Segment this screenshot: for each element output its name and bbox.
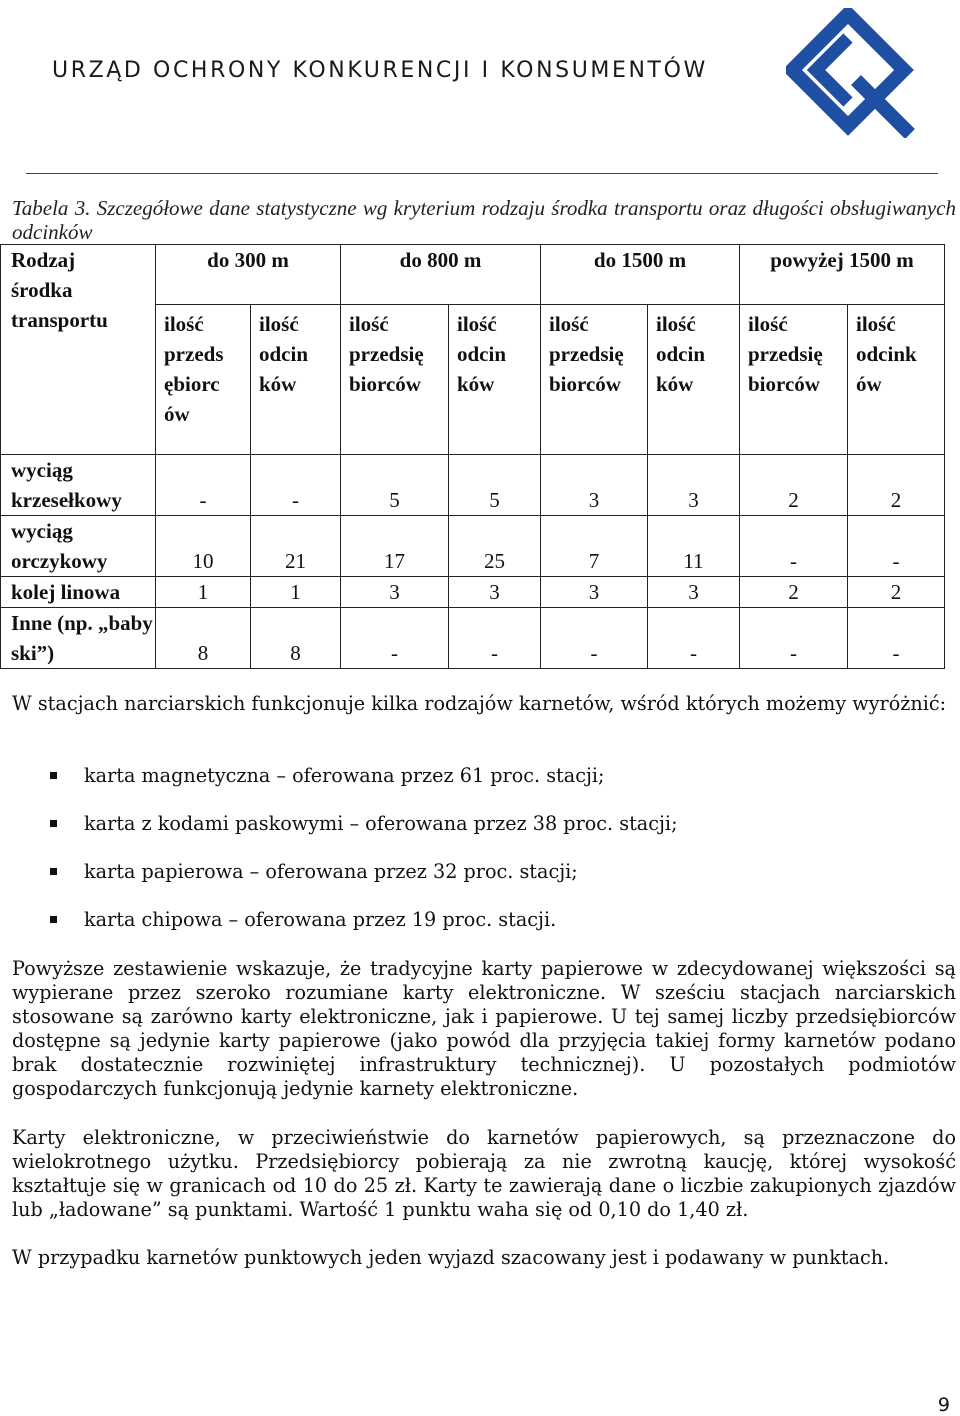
table-cell: - [251,455,341,516]
table-cell: - [740,608,848,669]
list-item-text: karta z kodami paskowymi – oferowana przez 38 proc. stacji; [84,812,678,835]
corner-label-line: środka [11,278,73,302]
table-cell: 2 [740,455,848,516]
paragraph-point-tickets: W przypadku karnetów punktowych jeden wyjazd szacowany jest i podawany w punktach. [12,1246,890,1269]
table-cell: - [648,608,740,669]
uokik-logo [786,8,916,138]
table-cell: - [541,608,648,669]
table-cell: - [341,608,449,669]
table-caption: Tabela 3. Szczegółowe dane statystyczne wg kryterium rodzaju środka transportu oraz długości obsługiwanych odcinków [12,196,956,244]
table-cell: - [848,516,945,577]
corner-label-line: transportu [11,308,108,332]
table-cell: - [848,608,945,669]
table-cell: 5 [449,455,541,516]
list-item-text: karta chipowa – oferowana przez 19 proc. stacji. [84,908,557,931]
table-cell: 5 [341,455,449,516]
bullet-square-icon [50,772,57,779]
group-header: do 800 m [341,245,541,305]
list-item [12,860,942,908]
table-cell: 11 [648,516,740,577]
list-item [12,908,942,956]
table-cell: 2 [848,577,945,608]
list-item-text: karta papierowa – oferowana przez 32 proc. stacji; [84,860,578,883]
table-cell: - [156,455,251,516]
row-label: wyciąg orczykowy [1,516,156,577]
sub-header: ilość odcin ków [648,305,740,455]
table-cell: 3 [449,577,541,608]
list-item-text: karta magnetyczna – oferowana przez 61 proc. stacji; [84,764,605,787]
bullet-square-icon [50,916,57,923]
bullet-square-icon [50,868,57,875]
table-row [1,455,945,516]
table-cell: 2 [740,577,848,608]
row-label: kolej linowa [1,577,156,608]
row-label: Inne (np. „baby ski”) [1,608,156,669]
intro-paragraph: W stacjach narciarskich funkcjonuje kilka rodzajów karnetów, wśród których możemy wyróżnić: [12,692,947,715]
table-cell: 21 [251,516,341,577]
row-label: wyciąg krzesełkowy [1,455,156,516]
paragraph-electronic-cards: Karty elektroniczne, w przeciwieństwie do karnetów papierowych, są przeznaczone do wielokrotnego użytku. Przedsiębiorcy pobierają za nie zwrotną kaucję, której wysokość kształtuje się w granicach od 10 do 25 zł. Karty te zawierają dane o liczbie zakupionych zjazdów lub „ładowane” są punktami. Wartość 1 punktu waha się od 0,10 do 1,40 zł. [12,1126,956,1221]
table-cell: 8 [251,608,341,669]
group-header: do 1500 m [541,245,740,305]
group-header: do 300 m [156,245,341,305]
corner-label-line: Rodzaj [11,248,76,272]
page-number: 9 [937,1394,950,1416]
table-cell: 17 [341,516,449,577]
corner-header [1,245,156,455]
table-cell: - [449,608,541,669]
table-cell: 3 [648,577,740,608]
sub-header: ilość przedsię biorców [740,305,848,455]
list-item [12,764,942,812]
table-row [1,608,945,669]
sub-header: ilość odcin ków [449,305,541,455]
table-cell: 3 [541,577,648,608]
group-header: powyżej 1500 m [740,245,945,305]
table-cell: 1 [251,577,341,608]
sub-header: ilość przedsię biorców [541,305,648,455]
table-cell: 2 [848,455,945,516]
table-cell: - [740,516,848,577]
header-title: URZĄD OCHRONY KONKURENCJI I KONSUMENTÓW [52,58,708,83]
table-cell: 10 [156,516,251,577]
table-cell: 25 [449,516,541,577]
sub-header: ilość przeds ębiorc ów [156,305,251,455]
table-cell: 1 [156,577,251,608]
table-row [1,577,945,608]
ticket-types-list [12,764,942,956]
table-row [1,516,945,577]
table-cell: 8 [156,608,251,669]
table-cell: 3 [648,455,740,516]
sub-header: ilość odcin ków [251,305,341,455]
transport-statistics-table [0,244,945,669]
header-divider [26,173,938,174]
bullet-square-icon [50,820,57,827]
sub-header: ilość przedsię biorców [341,305,449,455]
table-cell: 3 [341,577,449,608]
table-cell: 3 [541,455,648,516]
sub-header: ilość odcink ów [848,305,945,455]
list-item [12,812,942,860]
table-cell: 7 [541,516,648,577]
paragraph-summary: Powyższe zestawienie wskazuje, że tradycyjne karty papierowe w zdecydowanej większości są wypierane przez szeroko rozumiane karty elektroniczne. W sześciu stacjach narciarskich stosowane są zarówno karty elektroniczne, jak i papierowe. U tej samej liczby przedsiębiorców dostępne są jedynie karty papierowe (jako powód dla przyjęcia takiej formy karnetów podano brak dostatecznie rozwiniętej infrastruktury technicznej). U pozostałych podmiotów gospodarczych funkcjonują jedynie karnety elektroniczne. [12,957,956,1100]
